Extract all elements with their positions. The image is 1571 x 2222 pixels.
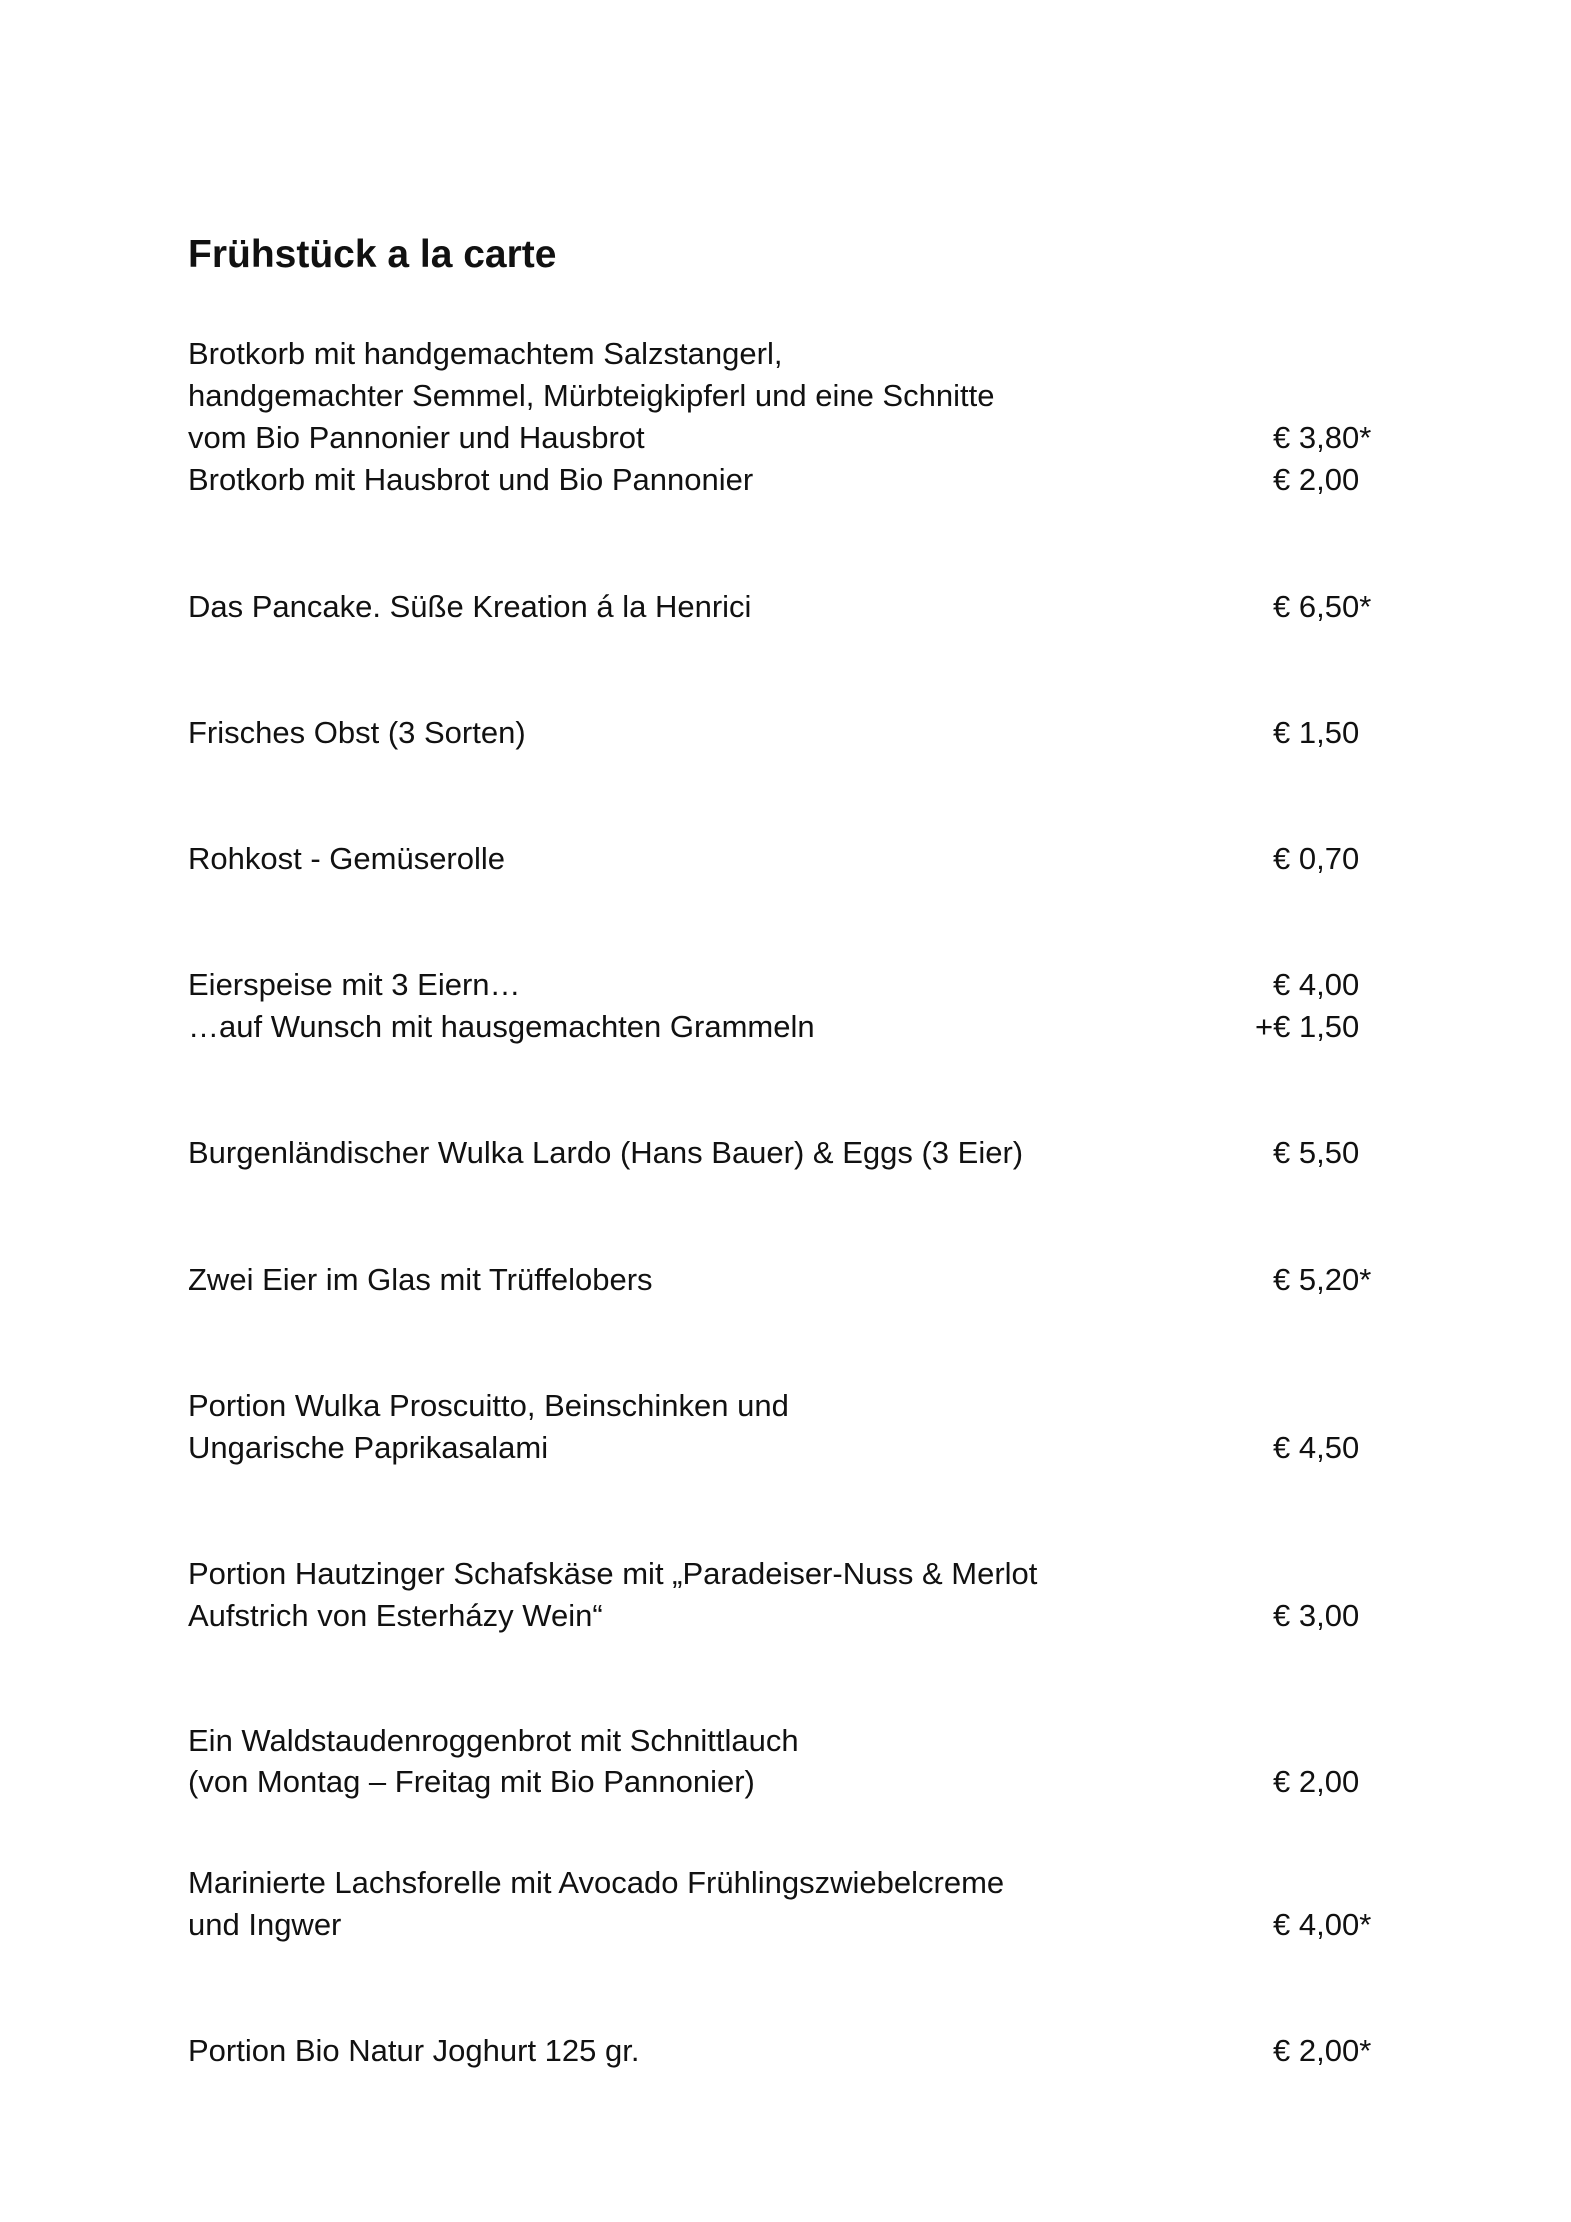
item-price: € 0,70 bbox=[1273, 841, 1360, 876]
menu-item-line bbox=[0, 333, 1571, 375]
item-price: € 5,50 bbox=[1273, 1135, 1360, 1170]
menu-item-line bbox=[0, 2030, 1571, 2072]
menu-item-line bbox=[0, 1427, 1571, 1469]
item-description: Portion Bio Natur Joghurt 125 gr. bbox=[188, 2033, 640, 2068]
menu-item-line bbox=[0, 712, 1571, 754]
item-price: € 5,20* bbox=[1273, 1262, 1372, 1297]
item-description: Zwei Eier im Glas mit Trüffelobers bbox=[188, 1262, 653, 1297]
item-description: Ungarische Paprikasalami bbox=[188, 1430, 549, 1465]
item-price: € 3,80* bbox=[1273, 420, 1372, 455]
item-price: € 6,50* bbox=[1273, 589, 1372, 624]
item-price: € 4,00* bbox=[1273, 1907, 1372, 1942]
item-description: Portion Hautzinger Schafskäse mit „Paradeiser-Nuss & Merlot bbox=[188, 1556, 1038, 1591]
menu-item-line bbox=[0, 1720, 1571, 1762]
menu-item-line bbox=[0, 586, 1571, 628]
item-description: und Ingwer bbox=[188, 1907, 342, 1942]
item-description: handgemachter Semmel, Mürbteigkipferl und eine Schnitte bbox=[188, 378, 995, 413]
item-description: Ein Waldstaudenroggenbrot mit Schnittlauch bbox=[188, 1723, 799, 1758]
menu-item-line bbox=[0, 1006, 1571, 1048]
menu-item-line bbox=[0, 1761, 1571, 1803]
item-price: € 2,00 bbox=[1273, 1764, 1360, 1799]
menu-item-line bbox=[0, 1862, 1571, 1904]
menu-item-line bbox=[0, 1553, 1571, 1595]
menu-item-line bbox=[0, 417, 1571, 459]
item-price: € 2,00 bbox=[1273, 462, 1360, 497]
item-description: Portion Wulka Proscuitto, Beinschinken und bbox=[188, 1388, 789, 1423]
menu-item-line bbox=[0, 1259, 1571, 1301]
menu-item-line bbox=[0, 964, 1571, 1006]
page-title: Frühstück a la carte bbox=[188, 233, 557, 276]
item-description: Eierspeise mit 3 Eiern… bbox=[188, 967, 521, 1002]
item-description: Das Pancake. Süße Kreation á la Henrici bbox=[188, 589, 752, 624]
item-price: € 3,00 bbox=[1273, 1598, 1360, 1633]
menu-item-line bbox=[0, 459, 1571, 501]
menu-item-line bbox=[0, 375, 1571, 417]
item-description: Brotkorb mit handgemachtem Salzstangerl, bbox=[188, 336, 783, 371]
menu-item-line bbox=[0, 1132, 1571, 1174]
item-description: …auf Wunsch mit hausgemachten Grammeln bbox=[188, 1009, 815, 1044]
item-price: +€ 1,50 bbox=[1255, 1009, 1360, 1044]
item-price: € 4,50 bbox=[1273, 1430, 1360, 1465]
item-description: Burgenländischer Wulka Lardo (Hans Bauer) & Eggs (3 Eier) bbox=[188, 1135, 1024, 1170]
menu-item-line bbox=[0, 1385, 1571, 1427]
menu-item-line bbox=[0, 838, 1571, 880]
item-description: Marinierte Lachsforelle mit Avocado Frühlingszwiebelcreme bbox=[188, 1865, 1005, 1900]
item-description: Frisches Obst (3 Sorten) bbox=[188, 715, 526, 750]
item-description: vom Bio Pannonier und Hausbrot bbox=[188, 420, 645, 455]
item-price: € 2,00* bbox=[1273, 2033, 1372, 2068]
menu-item-line bbox=[0, 1595, 1571, 1637]
item-description: Rohkost - Gemüserolle bbox=[188, 841, 506, 876]
item-description: (von Montag – Freitag mit Bio Pannonier) bbox=[188, 1764, 755, 1799]
item-price: € 1,50 bbox=[1273, 715, 1360, 750]
item-description: Brotkorb mit Hausbrot und Bio Pannonier bbox=[188, 462, 754, 497]
item-price: € 4,00 bbox=[1273, 967, 1360, 1002]
menu-item-line bbox=[0, 1904, 1571, 1946]
item-description: Aufstrich von Esterházy Wein“ bbox=[188, 1598, 603, 1633]
